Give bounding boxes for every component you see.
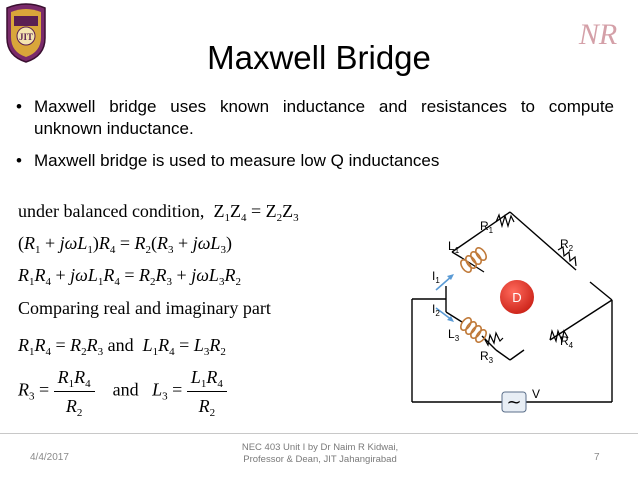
- and-word: and: [107, 335, 134, 355]
- wire-bottom-left: [496, 350, 510, 360]
- wire-r2-right: [590, 282, 612, 300]
- logo-right-text: NR: [578, 18, 618, 51]
- label-l1: $L_1$: [448, 239, 460, 255]
- inductor-l3: [459, 316, 489, 344]
- footer-credit-line1: NEC 403 Unit I by Dr Naim R Kidwai,: [241, 442, 399, 453]
- label-r3: $R_3$: [480, 349, 494, 365]
- equation-intro-text: under balanced condition,: [18, 201, 205, 221]
- label-l3: $L_3$: [448, 327, 460, 343]
- equation-comparing-text: Comparing real and imaginary part: [18, 298, 271, 318]
- inductor-l1: [459, 246, 489, 274]
- resistor-r3: [484, 333, 503, 345]
- bullet-text: Maxwell bridge uses known inductance and resistances to compute unknown inductance.: [34, 97, 614, 138]
- detector-label: D: [512, 290, 522, 305]
- bullet-text: Maxwell bridge is used to measure low Q inductances: [34, 151, 440, 170]
- equation-balanced-condition: under balanced condition, $Z_1Z_4 = Z_2Z_3$: [18, 201, 299, 224]
- label-i2: $I_2$: [432, 302, 440, 318]
- label-r1: $R_1$: [480, 219, 494, 235]
- footer-date: 4/4/2017: [30, 452, 69, 463]
- equation-expanded: $R_1R_4 + j\omega L_1R_4 = R_2R_3 + j\omega L_3R_2$: [18, 265, 241, 288]
- logo-left-text: JIT: [18, 32, 34, 42]
- label-r4: $R_4$: [560, 334, 574, 350]
- label-i1: $I_1$: [432, 269, 440, 285]
- footer-credit-line2: Professor & Dean, JIT Jahangirabad: [243, 454, 397, 465]
- equation-impedance-product: $(R_1 + j\omega L_1)R_4 = R_2(R_3 + j\omega L_3)$: [18, 233, 232, 256]
- maxwell-bridge-circuit: [400, 200, 638, 425]
- wire-bottom-right: [510, 350, 524, 360]
- slide-number: 7: [594, 452, 600, 463]
- equation-final-result: $R_3$ = $\frac{R_1R_4}{R_2}$ and $L_3$ = $\frac{L_1R_4}{R_2}$: [18, 366, 227, 417]
- bullet-dot: •: [16, 97, 22, 116]
- bullet-item: [16, 96, 614, 140]
- footer-credit: [220, 442, 420, 466]
- slide-title: Maxwell Bridge: [207, 39, 431, 76]
- bullet-item: [16, 150, 614, 172]
- footer-divider: [0, 433, 638, 434]
- label-voltage: V: [532, 387, 541, 401]
- equation-real-imag: $R_1R_4 = R_2R_3$ and $L_1R_4 = L_3R_2$: [18, 335, 226, 358]
- and-word: and: [112, 379, 139, 400]
- ac-source-tilde: ~: [506, 392, 522, 413]
- label-r2: $R_2$: [560, 237, 574, 253]
- bullet-dot: •: [16, 151, 22, 170]
